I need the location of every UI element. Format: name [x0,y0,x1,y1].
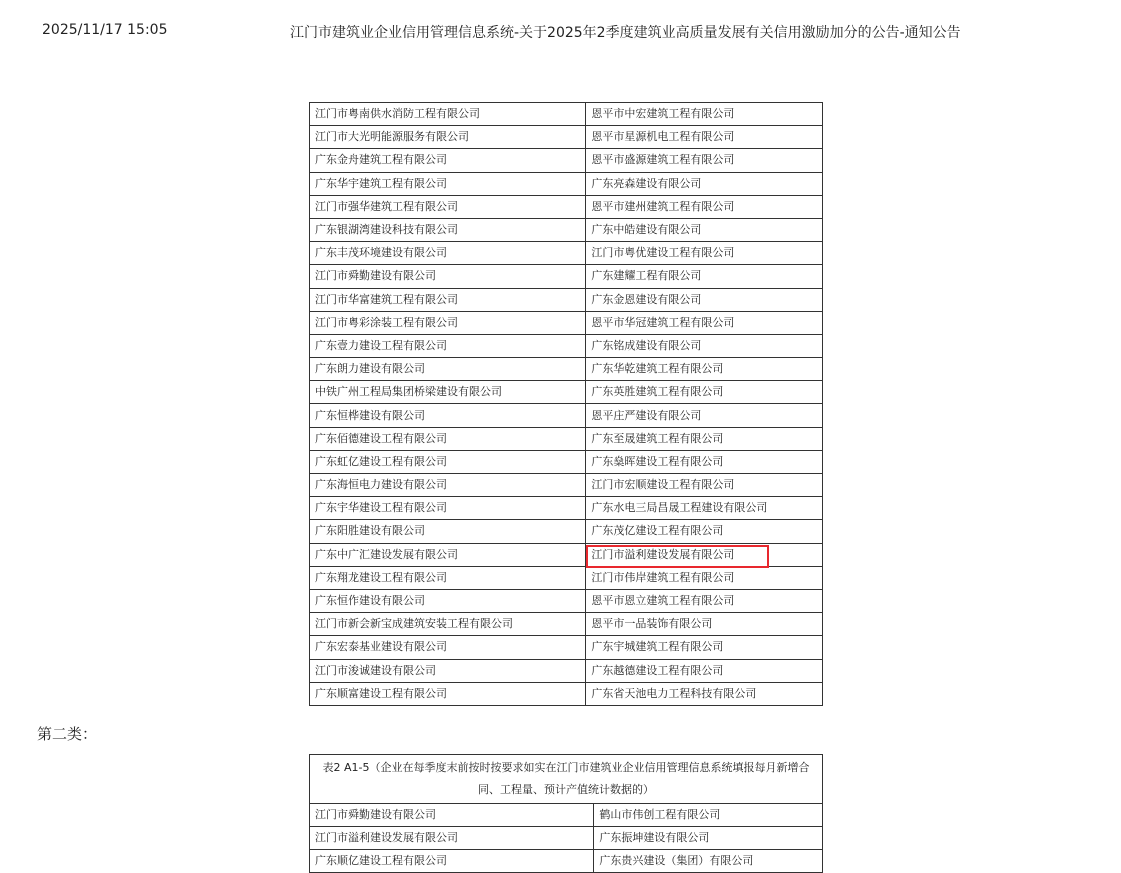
table-cell: 恩平市一品装饰有限公司 [586,613,823,636]
table-row [310,613,823,636]
table-row [310,543,823,566]
table-row [310,589,823,612]
table-cell: 广东虹亿建设工程有限公司 [310,450,586,473]
table-cell: 江门市粤彩涂装工程有限公司 [310,311,586,334]
table-cell: 江门市粤南供水消防工程有限公司 [310,103,586,126]
table-row [310,497,823,520]
table-row [310,520,823,543]
table-caption-row [310,755,823,804]
table-row [310,265,823,288]
table-cell: 江门市浚诚建设有限公司 [310,659,586,682]
page-title: 江门市建筑业企业信用管理信息系统-关于2025年2季度建筑业高质量发展有关信用激励加分的公告-通知公告 [290,25,961,41]
table-cell: 广东至晟建筑工程有限公司 [586,427,823,450]
table-cell: 江门市舜勤建设有限公司 [310,804,594,827]
table-cell: 广东水电三局昌晟工程建设有限公司 [586,497,823,520]
table-caption: 表2 A1-5（企业在每季度末前按时按要求如实在江门市建筑业企业信用管理信息系统填报每月新增合同、工程量、预计产值统计数据的） [310,755,823,804]
table-cell: 广东铭成建设有限公司 [586,334,823,357]
company-list-table-2 [309,754,823,873]
table-cell: 广东恒作建设有限公司 [310,589,586,612]
table-cell: 广东英胜建筑工程有限公司 [586,381,823,404]
table-cell: 中铁广州工程局集团桥梁建设有限公司 [310,381,586,404]
table-row [310,195,823,218]
table-row [310,358,823,381]
table-row [310,172,823,195]
table-row [310,404,823,427]
table-cell: 江门市华富建筑工程有限公司 [310,288,586,311]
table-cell: 广东亮森建设有限公司 [586,172,823,195]
table-cell: 广东顺富建设工程有限公司 [310,682,586,705]
table-cell: 恩平市建州建筑工程有限公司 [586,195,823,218]
table-cell: 广东金舟建筑工程有限公司 [310,149,586,172]
table-cell: 广东中皓建设有限公司 [586,218,823,241]
table-cell: 广东宇华建设工程有限公司 [310,497,586,520]
table-cell: 广东燊晖建设工程有限公司 [586,450,823,473]
table-cell: 江门市新会新宝成建筑安装工程有限公司 [310,613,586,636]
table-cell: 广东翔龙建设工程有限公司 [310,566,586,589]
table-row [310,126,823,149]
table-cell: 广东茂亿建设工程有限公司 [586,520,823,543]
table-cell: 恩平市中宏建筑工程有限公司 [586,103,823,126]
table-cell: 江门市强华建筑工程有限公司 [310,195,586,218]
table-row [310,381,823,404]
table-row [310,804,823,827]
table-row [310,566,823,589]
table-cell: 广东阳胜建设有限公司 [310,520,586,543]
table-cell: 广东壹力建设工程有限公司 [310,334,586,357]
table-row [310,149,823,172]
table-cell: 恩平市华冠建筑工程有限公司 [586,311,823,334]
table-cell: 广东中广汇建设发展有限公司 [310,543,586,566]
table-cell: 鹤山市伟创工程有限公司 [594,804,823,827]
table-cell: 江门市大光明能源服务有限公司 [310,126,586,149]
table-cell: 广东华宇建筑工程有限公司 [310,172,586,195]
table-row [310,242,823,265]
table-cell: 广东省天池电力工程科技有限公司 [586,682,823,705]
print-datetime: 2025/11/17 15:05 [42,22,168,38]
table-cell: 广东丰茂环境建设有限公司 [310,242,586,265]
table-row [310,311,823,334]
table-cell: 恩平市恩立建筑工程有限公司 [586,589,823,612]
table-row [310,218,823,241]
table-cell: 广东宇城建筑工程有限公司 [586,636,823,659]
table-cell: 广东恒桦建设有限公司 [310,404,586,427]
table-cell: 广东金恩建设有限公司 [586,288,823,311]
table-cell: 广东海恒电力建设有限公司 [310,474,586,497]
table-cell: 江门市溢利建设发展有限公司 [586,543,823,566]
section-label-category-2: 第二类： [37,725,98,743]
table-cell: 广东宏泰基业建设有限公司 [310,636,586,659]
table-row [310,474,823,497]
table-cell: 广东朗力建设有限公司 [310,358,586,381]
table-cell: 广东佰德建设工程有限公司 [310,427,586,450]
table-row [310,103,823,126]
table-cell: 恩平市星源机电工程有限公司 [586,126,823,149]
table-cell: 江门市溢利建设发展有限公司 [310,827,594,850]
table-row [310,636,823,659]
table-cell: 广东建耀工程有限公司 [586,265,823,288]
table-row [310,682,823,705]
company-list-table-1 [309,102,823,706]
table-cell: 江门市粤优建设工程有限公司 [586,242,823,265]
table-cell: 广东振坤建设有限公司 [594,827,823,850]
table-cell: 广东华乾建筑工程有限公司 [586,358,823,381]
table-cell: 广东顺亿建设工程有限公司 [310,850,594,873]
table-row [310,427,823,450]
table-row [310,450,823,473]
table-cell: 广东贵兴建设（集团）有限公司 [594,850,823,873]
table-cell: 广东越德建设工程有限公司 [586,659,823,682]
table-cell: 恩平市盛源建筑工程有限公司 [586,149,823,172]
table-row [310,827,823,850]
table-row [310,850,823,873]
table-cell: 江门市舜勤建设有限公司 [310,265,586,288]
table-row [310,288,823,311]
table-row [310,334,823,357]
table-row [310,659,823,682]
table-cell: 江门市宏顺建设工程有限公司 [586,474,823,497]
table-cell: 江门市伟岸建筑工程有限公司 [586,566,823,589]
table-cell: 广东银湖湾建设科技有限公司 [310,218,586,241]
table-cell: 恩平庄严建设有限公司 [586,404,823,427]
